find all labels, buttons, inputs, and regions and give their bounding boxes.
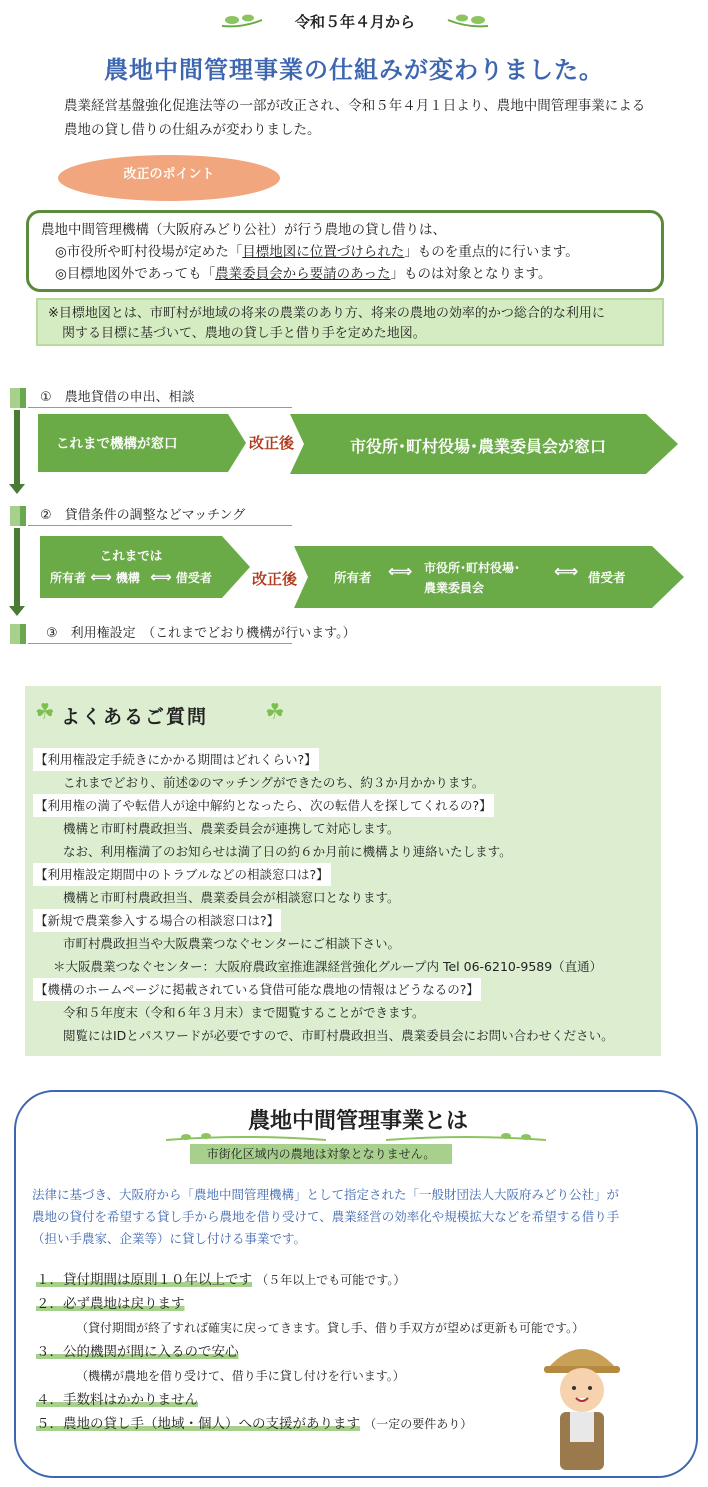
point-box (26, 210, 664, 292)
note-line: 関する目標に基づいて、農地の貸し手と借り手を定めた地図。 (62, 326, 426, 341)
kaisei-label: 改正後 (252, 570, 298, 588)
step2-before-flow (50, 568, 212, 586)
faq-answer: 令和５年度末（令和６年３月末）まで閲覧することができます。 (63, 1005, 425, 1020)
faq-question: 【利用権の満了や転借人が途中解約となったら、次の転借人を探してくれるの?】 (33, 794, 494, 817)
benefit-list (36, 1268, 596, 1436)
intro-line: 農地の貸し借りの仕組みが変わりました。 (64, 122, 321, 138)
intro-line: 農業経営基盤強化促進法等の一部が改正され、令和５年４月１日より、農地中間管理事業による (64, 98, 646, 114)
faq-answer: 閲覧にはIDとパスワードが必要ですので、市町村農政担当、農業委員会にお問い合わせください。 (63, 1028, 614, 1043)
benefit-item: ５．農地の貸し手（地域・個人）への支援があります （一定の要件あり） (36, 1416, 473, 1432)
date-text: 令和５年４月から (294, 13, 415, 31)
point-line: ◎目標地図外であっても「農業委員会から要請のあった」ものは対象となります。 (55, 266, 552, 282)
owner-label: 所有者 (50, 571, 87, 585)
benefit-item: ４．手数料はかかりません (36, 1392, 198, 1408)
note-line: ※目標地図とは、市町村が地域の将来の農業のあり方、将来の農地の効率的かつ総合的な利用に (48, 306, 605, 321)
point-line: ◎市役所や町村役場が定めた「目標地図に位置づけられた」ものを重点的に行います。 (55, 244, 579, 260)
faq-question: 【機構のホームページに掲載されている貸借可能な農地の情報はどうなるの?】 (33, 978, 481, 1001)
faq-question: 【利用権設定期間中のトラブルなどの相談窓口は?】 (33, 863, 331, 886)
kikou-label: 機構 (115, 571, 140, 585)
benefit-item: ３．公的機関が間に入るので安心 (36, 1344, 239, 1360)
leaf-left-icon (220, 14, 264, 30)
about-title: 農地中間管理事業とは (247, 1109, 468, 1134)
faq-section (25, 686, 661, 1056)
double-arrow-icon: ⟺ (150, 568, 172, 586)
farmer-illustration (542, 1340, 622, 1470)
step1-before-label: これまで機構が窓口 (56, 436, 178, 452)
flow-line (14, 410, 20, 486)
clover-icon: ☘ (35, 700, 55, 725)
benefit-detail: （機構が農地を借り受けて、借り手に貸し付けを行います。） (76, 1369, 405, 1383)
borrower-label: 借受者 (175, 571, 212, 585)
about-description: 法律に基づき、大阪府から「農地中間管理機構」として指定された「一般財団法人大阪府みどり公社」が 農地の貸付を希望する貸し手から農地を借り受けて、農業経営の効率化や規模拡大などを希望する借り手 （担い手農家、企業等）に貸し付ける事業です。 (32, 1187, 620, 1246)
step2-mid-label: 市役所･町村役場･ 農業委員会 (424, 561, 521, 595)
double-arrow-icon: ⟺ (90, 568, 112, 586)
double-arrow-icon: ⟺ (388, 562, 413, 582)
step1-after-label: 市役所･町村役場･農業委員会が窓口 (350, 437, 607, 456)
step2-heading: ② 貸借条件の調整などマッチング (10, 506, 292, 526)
faq-answer: これまでどおり、前述②のマッチングができたのち、約３か月かかります。 (63, 775, 485, 790)
page-title: 農地中間管理事業の仕組みが変わりました。 (104, 56, 604, 84)
faq-answer: 市町村農政担当や大阪農業つなぐセンターにご相談下さい。 (63, 936, 401, 951)
faq-answer: 機構と市町村農政担当、農業委員会が連携して対応します。 (63, 821, 400, 836)
kaisei-label: 改正後 (249, 434, 295, 452)
leaf-right-icon (446, 14, 490, 30)
flow-arrow-icon (9, 484, 25, 494)
faq-answer: 機構と市町村農政担当、農業委員会が相談窓口となります。 (63, 890, 400, 905)
owner-label: 所有者 (334, 570, 372, 585)
clover-icon: ☘ (265, 700, 285, 725)
benefit-detail: （貸付期間が終了すれば確実に戻ってきます。貸し手、借り手双方が望めば更新も可能です。） (76, 1321, 585, 1335)
intro-text (64, 94, 674, 142)
faq-answer: なお、利用権満了のお知らせは満了日の約６か月前に機構より連絡いたします。 (63, 844, 512, 859)
flow-line (14, 528, 20, 610)
target-map-note (36, 298, 664, 346)
faq-title: よくあるご質問 (61, 706, 209, 728)
step1-heading: ① 農地貸借の申出、相談 (10, 388, 292, 408)
flow-arrow-icon (9, 606, 25, 616)
date-banner (210, 8, 500, 36)
point-line: 農地中間管理機構（大阪府みどり公社）が行う農地の貸し借りは、 (41, 222, 446, 238)
about-subtitle: 市街化区域内の農地は対象となりません。 (190, 1144, 452, 1164)
faq-list (33, 748, 653, 1047)
center-note: ＊大阪農業つなぐセンター：大阪府農政室推進課経営強化グループ内 Tel 06-6210-9589（直通） (53, 959, 603, 974)
faq-question: 【新規で農業参入する場合の相談窓口は?】 (33, 909, 281, 932)
point-label-bubble: 改正のポイント (58, 155, 280, 201)
about-section (14, 1090, 698, 1478)
step3-heading: ③ 利用権設定 （これまでどおり機構が行います。） (10, 624, 292, 644)
step2-before-heading: これまでは (99, 548, 163, 563)
benefit-item: ２．必ず農地は戻ります (36, 1296, 185, 1312)
borrower-label: 借受者 (588, 570, 626, 585)
faq-question: 【利用権設定手続きにかかる期間はどれくらい?】 (33, 748, 319, 771)
double-arrow-icon: ⟺ (554, 562, 579, 582)
benefit-item: １．貸付期間は原則１０年以上です （５年以上でも可能です。） (36, 1272, 406, 1288)
